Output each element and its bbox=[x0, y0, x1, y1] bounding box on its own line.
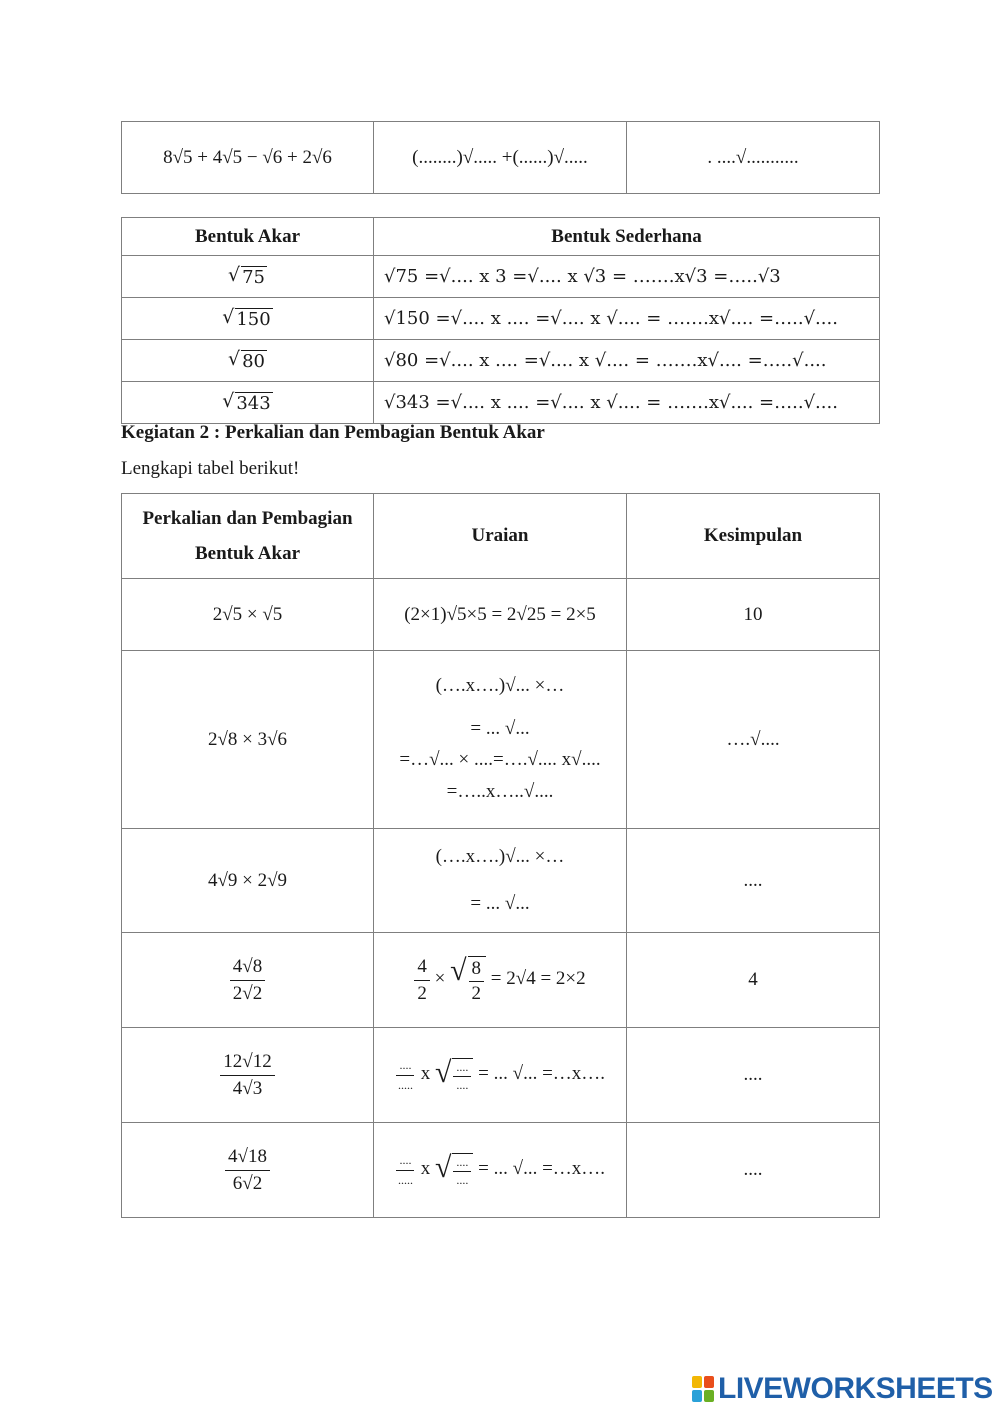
kesimpulan-cell[interactable]: ….√.... bbox=[627, 651, 880, 829]
simplify-roots-table bbox=[121, 217, 880, 424]
uraian-cell[interactable]: (….x….)√... ×… = ... √... bbox=[374, 829, 627, 933]
sum-step[interactable]: (........)√..... +(......)√..... bbox=[374, 122, 627, 194]
root-cell: √ 75 bbox=[122, 256, 374, 298]
root-cell: √ 150 bbox=[122, 298, 374, 340]
kesimpulan-cell[interactable]: .... bbox=[627, 1028, 880, 1123]
logo-square bbox=[692, 1376, 702, 1388]
expression-cell: 2√5 × √5 bbox=[122, 579, 374, 651]
uraian-cell[interactable]: $\frac{....}{.....}$ x √ $\frac{....}{....}$ = ... √... =…x…. bbox=[374, 1028, 627, 1123]
radical-sum-table bbox=[121, 121, 880, 194]
kesimpulan-cell: 10 bbox=[627, 579, 880, 651]
root-cell: √ 80 bbox=[122, 340, 374, 382]
uraian-cell[interactable]: (….x….)√... ×… = ... √... =…√... × ....=….√.... x√.... =…..x…..√.... bbox=[374, 651, 627, 829]
simplified-cell[interactable]: √75 =√.... x 3 =√.... x √3 = …….x√3 =…..√3 bbox=[374, 256, 880, 298]
header-uraian: Uraian bbox=[374, 494, 627, 579]
expression-cell: $\frac{12√12}{4√3}$ bbox=[122, 1028, 374, 1123]
uraian-cell: $\frac{4}{2}$ × √ $\frac{8}{2}$ = 2√4 = 2×2 bbox=[374, 933, 627, 1028]
simplified-cell[interactable]: √150 =√.... x .... =√.... x √.... = …….x√.... =…..√.... bbox=[374, 298, 880, 340]
header-kesimpulan: Kesimpulan bbox=[627, 494, 880, 579]
section-intro: Lengkapi tabel berikut! bbox=[121, 458, 300, 479]
logo-square bbox=[692, 1390, 702, 1402]
kesimpulan-cell: 4 bbox=[627, 933, 880, 1028]
logo-text: LIVEWORKSHEETS bbox=[718, 1372, 993, 1405]
root-cell: √ 343 bbox=[122, 382, 374, 424]
header-bentuk-sederhana: Bentuk Sederhana bbox=[374, 218, 880, 256]
kesimpulan-cell[interactable]: .... bbox=[627, 829, 880, 933]
expression-cell: 2√8 × 3√6 bbox=[122, 651, 374, 829]
header-perkalian: Perkalian dan Pembagian Bentuk Akar bbox=[122, 494, 374, 579]
logo-square bbox=[704, 1390, 714, 1402]
kesimpulan-cell[interactable]: .... bbox=[627, 1123, 880, 1218]
expression-cell: $\frac{4√18}{6√2}$ bbox=[122, 1123, 374, 1218]
sum-result[interactable]: . ....√........... bbox=[627, 122, 880, 194]
uraian-cell[interactable]: $\frac{....}{.....}$ x √ $\frac{....}{....}$ = ... √... =…x…. bbox=[374, 1123, 627, 1218]
uraian-cell: (2×1)√5×5 = 2√25 = 2×5 bbox=[374, 579, 627, 651]
section-heading: Kegiatan 2 : Perkalian dan Pembagian Bentuk Akar bbox=[121, 422, 545, 443]
expression-cell: 4√9 × 2√9 bbox=[122, 829, 374, 933]
liveworksheets-logo bbox=[692, 1372, 993, 1406]
logo-square bbox=[704, 1376, 714, 1388]
header-bentuk-akar: Bentuk Akar bbox=[122, 218, 374, 256]
simplified-cell[interactable]: √343 =√.... x .... =√.... x √.... = …….x√.... =…..√.... bbox=[374, 382, 880, 424]
logo-mark-icon bbox=[692, 1376, 714, 1402]
expression-cell: $\frac{4√8}{2√2}$ bbox=[122, 933, 374, 1028]
multiply-divide-table bbox=[121, 493, 880, 1218]
sum-expression: 8√5 + 4√5 − √6 + 2√6 bbox=[122, 122, 374, 194]
simplified-cell[interactable]: √80 =√.... x .... =√.... x √.... = …….x√.... =…..√.... bbox=[374, 340, 880, 382]
